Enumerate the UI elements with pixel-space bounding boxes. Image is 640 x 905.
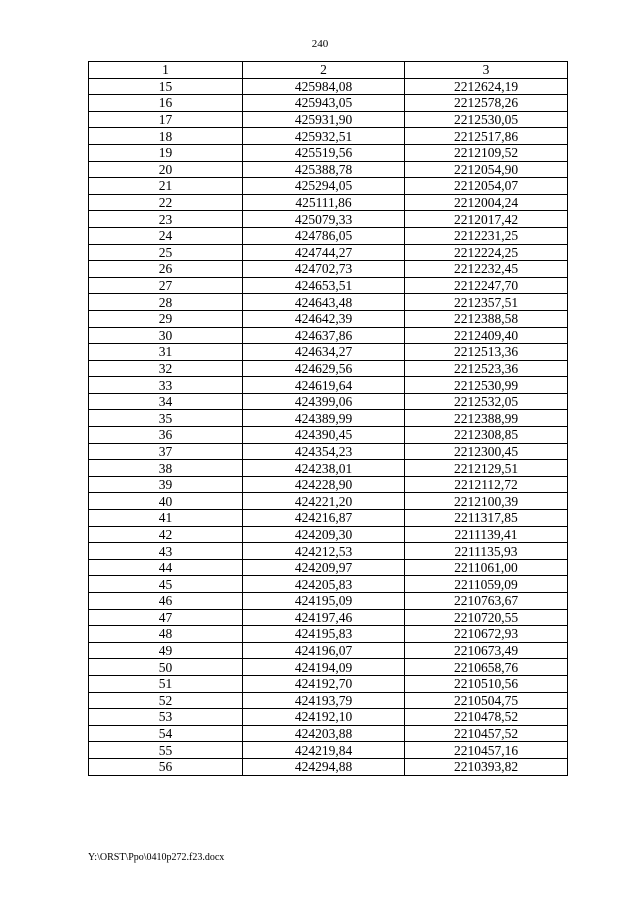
y-coordinate-cell: 2212530,99: [405, 377, 568, 394]
table-row: [89, 543, 568, 560]
table-row: [89, 261, 568, 278]
point-number-cell: 34: [89, 393, 243, 410]
y-coordinate-cell: 2212224,25: [405, 244, 568, 261]
table-row: [89, 493, 568, 510]
y-coordinate-cell: 2211317,85: [405, 510, 568, 527]
x-coordinate-cell: 425984,08: [243, 78, 405, 95]
table-row: [89, 576, 568, 593]
x-coordinate-cell: 424629,56: [243, 360, 405, 377]
x-coordinate-cell: 424228,90: [243, 476, 405, 493]
y-coordinate-cell: 2210504,75: [405, 692, 568, 709]
y-coordinate-cell: 2212388,58: [405, 310, 568, 327]
footer-file-path: Y:\ORST\Ppo\0410p272.f23.docx: [88, 852, 225, 863]
x-coordinate-cell: 424619,64: [243, 377, 405, 394]
y-coordinate-cell: 2212388,99: [405, 410, 568, 427]
y-coordinate-cell: 2212578,26: [405, 95, 568, 112]
table-row: [89, 427, 568, 444]
table-row: [89, 128, 568, 145]
point-number-cell: 50: [89, 659, 243, 676]
y-coordinate-cell: 2212100,39: [405, 493, 568, 510]
point-number-cell: 41: [89, 510, 243, 527]
point-number-cell: 26: [89, 261, 243, 278]
y-coordinate-cell: 2210393,82: [405, 758, 568, 775]
x-coordinate-cell: 424203,88: [243, 725, 405, 742]
table-row: [89, 344, 568, 361]
table-row: [89, 659, 568, 676]
point-number-cell: 44: [89, 559, 243, 576]
x-coordinate-cell: 425943,05: [243, 95, 405, 112]
x-coordinate-cell: 424192,70: [243, 675, 405, 692]
x-coordinate-cell: 425519,56: [243, 144, 405, 161]
table-row: [89, 78, 568, 95]
x-coordinate-cell: 424702,73: [243, 261, 405, 278]
point-number-cell: 55: [89, 742, 243, 759]
y-coordinate-cell: 2212530,05: [405, 111, 568, 128]
table-row: [89, 626, 568, 643]
x-coordinate-cell: 424642,39: [243, 310, 405, 327]
point-number-cell: 43: [89, 543, 243, 560]
y-coordinate-cell: 2212232,45: [405, 261, 568, 278]
y-coordinate-cell: 2211059,09: [405, 576, 568, 593]
point-number-cell: 38: [89, 460, 243, 477]
table-row: [89, 642, 568, 659]
table-row: [89, 510, 568, 527]
x-coordinate-cell: 424197,46: [243, 609, 405, 626]
y-coordinate-cell: 2212017,42: [405, 211, 568, 228]
y-coordinate-cell: 2210457,52: [405, 725, 568, 742]
x-coordinate-cell: 424209,97: [243, 559, 405, 576]
point-number-cell: 36: [89, 427, 243, 444]
point-number-cell: 29: [89, 310, 243, 327]
x-coordinate-cell: 424294,88: [243, 758, 405, 775]
header-cell-3: 3: [405, 62, 568, 79]
table-row: [89, 294, 568, 311]
y-coordinate-cell: 2210720,55: [405, 609, 568, 626]
x-coordinate-cell: 424238,01: [243, 460, 405, 477]
x-coordinate-cell: 425079,33: [243, 211, 405, 228]
point-number-cell: 15: [89, 78, 243, 95]
header-cell-1: 1: [89, 62, 243, 79]
y-coordinate-cell: 2212247,70: [405, 277, 568, 294]
y-coordinate-cell: 2212300,45: [405, 443, 568, 460]
x-coordinate-cell: 425932,51: [243, 128, 405, 145]
point-number-cell: 32: [89, 360, 243, 377]
point-number-cell: 28: [89, 294, 243, 311]
x-coordinate-cell: 424390,45: [243, 427, 405, 444]
table-row: [89, 144, 568, 161]
y-coordinate-cell: 2212231,25: [405, 227, 568, 244]
x-coordinate-cell: 424219,84: [243, 742, 405, 759]
table-header-row: [89, 62, 568, 79]
point-number-cell: 24: [89, 227, 243, 244]
point-number-cell: 40: [89, 493, 243, 510]
y-coordinate-cell: 2212624,19: [405, 78, 568, 95]
y-coordinate-cell: 2212357,51: [405, 294, 568, 311]
x-coordinate-cell: 424634,27: [243, 344, 405, 361]
y-coordinate-cell: 2210672,93: [405, 626, 568, 643]
x-coordinate-cell: 424195,09: [243, 593, 405, 610]
y-coordinate-cell: 2212129,51: [405, 460, 568, 477]
point-number-cell: 56: [89, 758, 243, 775]
table-row: [89, 327, 568, 344]
x-coordinate-cell: 425111,86: [243, 194, 405, 211]
y-coordinate-cell: 2212054,07: [405, 178, 568, 195]
y-coordinate-cell: 2210510,56: [405, 675, 568, 692]
table-row: [89, 460, 568, 477]
y-coordinate-cell: 2211061,00: [405, 559, 568, 576]
table-row: [89, 310, 568, 327]
y-coordinate-cell: 2212523,36: [405, 360, 568, 377]
x-coordinate-cell: 424221,20: [243, 493, 405, 510]
x-coordinate-cell: 424637,86: [243, 327, 405, 344]
x-coordinate-cell: 424209,30: [243, 526, 405, 543]
y-coordinate-cell: 2212513,36: [405, 344, 568, 361]
header-cell-2: 2: [243, 62, 405, 79]
y-coordinate-cell: 2212109,52: [405, 144, 568, 161]
point-number-cell: 19: [89, 144, 243, 161]
table-row: [89, 742, 568, 759]
table-row: [89, 709, 568, 726]
point-number-cell: 20: [89, 161, 243, 178]
table-row: [89, 758, 568, 775]
x-coordinate-cell: 424389,99: [243, 410, 405, 427]
table-row: [89, 95, 568, 112]
x-coordinate-cell: 424212,53: [243, 543, 405, 560]
coordinates-table: [88, 61, 568, 776]
x-coordinate-cell: 424354,23: [243, 443, 405, 460]
x-coordinate-cell: 424653,51: [243, 277, 405, 294]
table-row: [89, 161, 568, 178]
x-coordinate-cell: 424399,06: [243, 393, 405, 410]
point-number-cell: 53: [89, 709, 243, 726]
point-number-cell: 18: [89, 128, 243, 145]
x-coordinate-cell: 424192,10: [243, 709, 405, 726]
y-coordinate-cell: 2210763,67: [405, 593, 568, 610]
y-coordinate-cell: 2211135,93: [405, 543, 568, 560]
y-coordinate-cell: 2212409,40: [405, 327, 568, 344]
x-coordinate-cell: 424194,09: [243, 659, 405, 676]
table-row: [89, 194, 568, 211]
table-body: [89, 62, 568, 776]
x-coordinate-cell: 425294,05: [243, 178, 405, 195]
y-coordinate-cell: 2211139,41: [405, 526, 568, 543]
point-number-cell: 37: [89, 443, 243, 460]
table-row: [89, 377, 568, 394]
point-number-cell: 48: [89, 626, 243, 643]
x-coordinate-cell: 424216,87: [243, 510, 405, 527]
point-number-cell: 47: [89, 609, 243, 626]
point-number-cell: 52: [89, 692, 243, 709]
table-row: [89, 178, 568, 195]
point-number-cell: 35: [89, 410, 243, 427]
table-row: [89, 410, 568, 427]
point-number-cell: 54: [89, 725, 243, 742]
table-row: [89, 675, 568, 692]
point-number-cell: 21: [89, 178, 243, 195]
point-number-cell: 39: [89, 476, 243, 493]
table-row: [89, 725, 568, 742]
table-row: [89, 609, 568, 626]
table-row: [89, 227, 568, 244]
point-number-cell: 33: [89, 377, 243, 394]
point-number-cell: 25: [89, 244, 243, 261]
page-number: 240: [311, 38, 329, 50]
point-number-cell: 42: [89, 526, 243, 543]
table-row: [89, 443, 568, 460]
table-row: [89, 244, 568, 261]
y-coordinate-cell: 2212532,05: [405, 393, 568, 410]
y-coordinate-cell: 2212004,24: [405, 194, 568, 211]
point-number-cell: 16: [89, 95, 243, 112]
x-coordinate-cell: 425931,90: [243, 111, 405, 128]
table-row: [89, 360, 568, 377]
table-row: [89, 692, 568, 709]
point-number-cell: 23: [89, 211, 243, 228]
x-coordinate-cell: 424195,83: [243, 626, 405, 643]
table-row: [89, 526, 568, 543]
x-coordinate-cell: 424744,27: [243, 244, 405, 261]
x-coordinate-cell: 424643,48: [243, 294, 405, 311]
point-number-cell: 30: [89, 327, 243, 344]
y-coordinate-cell: 2210658,76: [405, 659, 568, 676]
y-coordinate-cell: 2212308,85: [405, 427, 568, 444]
point-number-cell: 31: [89, 344, 243, 361]
point-number-cell: 51: [89, 675, 243, 692]
y-coordinate-cell: 2210478,52: [405, 709, 568, 726]
x-coordinate-cell: 424196,07: [243, 642, 405, 659]
y-coordinate-cell: 2212054,90: [405, 161, 568, 178]
point-number-cell: 22: [89, 194, 243, 211]
point-number-cell: 45: [89, 576, 243, 593]
table-row: [89, 393, 568, 410]
x-coordinate-cell: 425388,78: [243, 161, 405, 178]
y-coordinate-cell: 2212517,86: [405, 128, 568, 145]
table-row: [89, 111, 568, 128]
y-coordinate-cell: 2210673,49: [405, 642, 568, 659]
point-number-cell: 27: [89, 277, 243, 294]
y-coordinate-cell: 2212112,72: [405, 476, 568, 493]
table-row: [89, 277, 568, 294]
table-row: [89, 211, 568, 228]
y-coordinate-cell: 2210457,16: [405, 742, 568, 759]
table-row: [89, 593, 568, 610]
x-coordinate-cell: 424205,83: [243, 576, 405, 593]
x-coordinate-cell: 424193,79: [243, 692, 405, 709]
table-row: [89, 476, 568, 493]
point-number-cell: 46: [89, 593, 243, 610]
x-coordinate-cell: 424786,05: [243, 227, 405, 244]
table-row: [89, 559, 568, 576]
point-number-cell: 49: [89, 642, 243, 659]
point-number-cell: 17: [89, 111, 243, 128]
